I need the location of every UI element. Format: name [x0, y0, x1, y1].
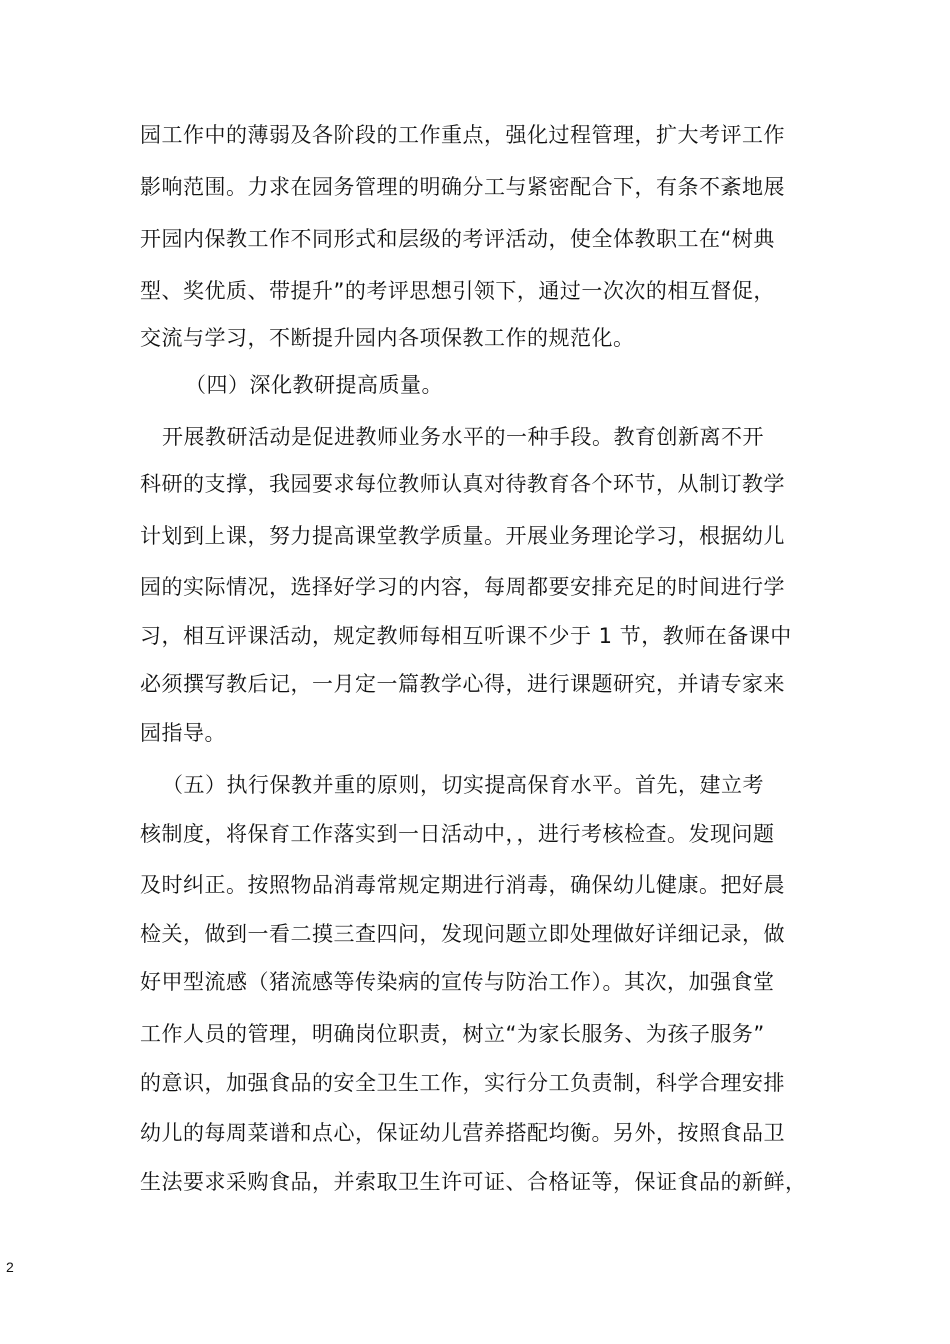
text-line: 园的实际情况，选择好学习的内容，每周都要安排充足的时间进行学 — [140, 575, 785, 599]
text-line: 园指导。 — [140, 721, 226, 745]
text-line: 幼儿的每周菜谱和点心，保证幼儿营养搭配均衡。另外，按照食品卫 — [140, 1121, 785, 1145]
text-line: 生法要求采购食品，并索取卫生许可证、合格证等，保证食品的新鲜， — [140, 1170, 807, 1194]
text-line: 开园内保教工作不同形式和层级的考评活动，使全体教职工在“树典 — [140, 227, 775, 251]
text-line: 型、奖优质、带提升”的考评思想引领下，通过一次次的相互督促， — [140, 279, 775, 303]
text-line: 影响范围。力求在园务管理的明确分工与紧密配合下，有条不紊地展 — [140, 175, 785, 199]
text-line: 交流与学习，不断提升园内各项保教工作的规范化。 — [140, 326, 635, 350]
text-line: 计划到上课，努力提高课堂教学质量。开展业务理论学习，根据幼儿 — [140, 524, 785, 548]
text-line: 习，相互评课活动，规定教师每相互听课不少于 1 节，教师在备课中 — [140, 624, 792, 648]
text-line: 的意识，加强食品的安全卫生工作，实行分工负责制，科学合理安排 — [140, 1071, 785, 1095]
section-heading: （四）深化教研提高质量。 — [185, 373, 443, 397]
text-line: 好甲型流感（猪流感等传染病的宣传与防治工作）。其次，加强食堂 — [140, 970, 775, 994]
text-line: 园工作中的薄弱及各阶段的工作重点，强化过程管理，扩大考评工作 — [140, 123, 785, 147]
page-number: 2 — [6, 1259, 14, 1275]
text-line: 必须撰写教后记，一月定一篇教学心得，进行课题研究，并请专家来 — [140, 672, 785, 696]
text-line: 科研的支撑，我园要求每位教师认真对待教育各个环节，从制订教学 — [140, 472, 785, 496]
text-line: 核制度，将保育工作落实到一日活动中，，进行考核检查。发现问题 — [140, 822, 775, 846]
text-line: 检关，做到一看二摸三查四问，发现问题立即处理做好详细记录，做 — [140, 922, 785, 946]
text-line: 及时纠正。按照物品消毒常规定期进行消毒，确保幼儿健康。把好晨 — [140, 873, 785, 897]
text-line: （五）执行保教并重的原则，切实提高保育水平。首先，建立考 — [162, 773, 764, 797]
text-line: 开展教研活动是促进教师业务水平的一种手段。教育创新离不开 — [162, 425, 764, 449]
text-line: 工作人员的管理，明确岗位职责，树立“为家长服务、为孩子服务” — [140, 1022, 765, 1046]
